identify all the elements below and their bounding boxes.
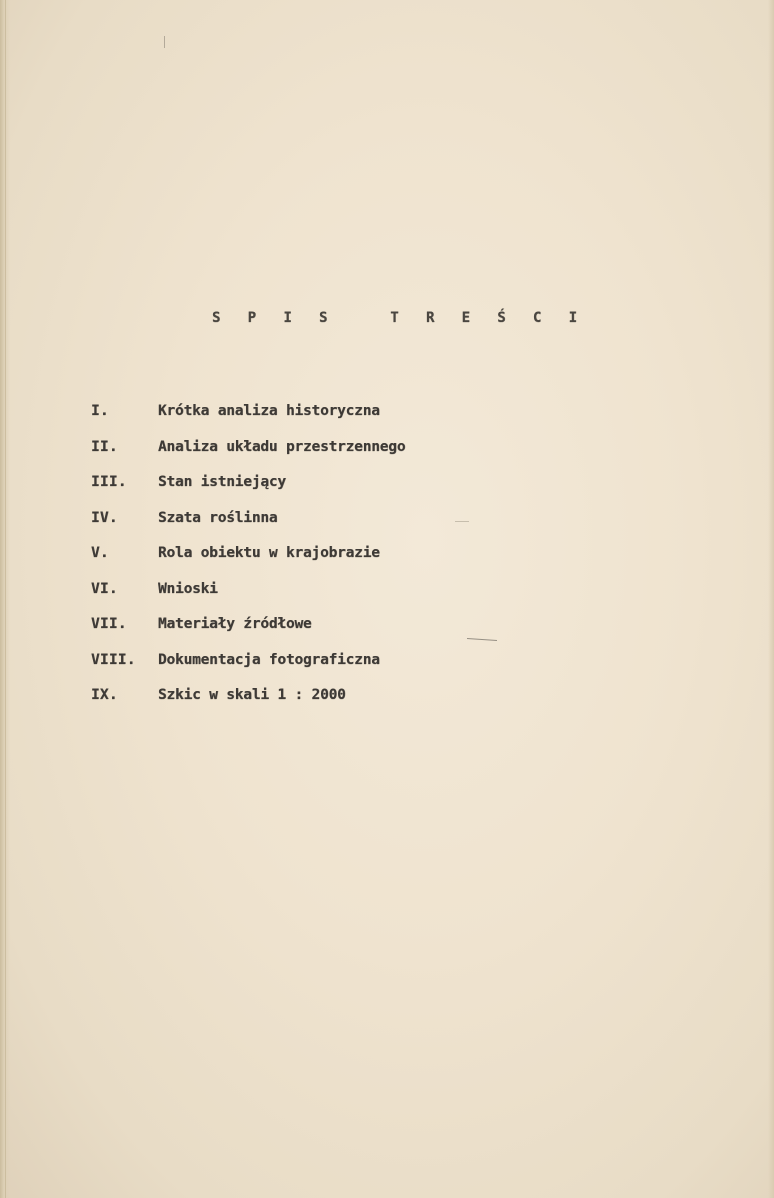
toc-entry-text: Analiza układu przestrzennego: [158, 438, 406, 455]
toc-entry-number: VIII.: [91, 651, 136, 668]
toc-entry: [91, 510, 711, 546]
toc-entry: [91, 687, 711, 723]
toc-entry-text: Dokumentacja fotograficzna: [158, 651, 380, 668]
toc-entry-text: Stan istniejący: [158, 474, 286, 490]
page-binding-line: [5, 0, 6, 1198]
toc-title: S P I S T R E Ś C I: [212, 310, 587, 326]
toc-entry-text: Szkic w skali 1 : 2000: [158, 687, 346, 703]
toc-entry-text: Materiały źródłowe: [158, 616, 312, 632]
paper-mark: [164, 36, 165, 48]
toc-entry-number: II.: [91, 438, 118, 455]
toc-entry-number: III.: [91, 474, 127, 490]
toc-entry: [91, 545, 711, 581]
toc-entry-number: IV.: [91, 509, 118, 526]
toc-entry-text: Rola obiektu w krajobrazie: [158, 545, 380, 561]
toc-entry-text: Wnioski: [158, 580, 218, 597]
toc-entry-number: VI.: [91, 580, 118, 597]
toc-entry: [91, 616, 711, 652]
toc-entry-text: Szata roślinna: [158, 509, 278, 526]
toc-entry-number: IX.: [91, 687, 118, 703]
toc-entry: [91, 581, 711, 617]
toc-entry: [91, 439, 711, 475]
toc-entry-number: V.: [91, 545, 109, 561]
page-right-edge: [768, 0, 774, 1198]
toc-entry-text: Krótka analiza historyczna: [158, 403, 380, 419]
toc-entry: [91, 652, 711, 688]
toc-entry: [91, 403, 711, 439]
toc-list: [91, 403, 711, 723]
toc-entry: [91, 474, 711, 510]
toc-entry-number: VII.: [91, 616, 127, 632]
toc-entry-number: I.: [91, 403, 109, 419]
